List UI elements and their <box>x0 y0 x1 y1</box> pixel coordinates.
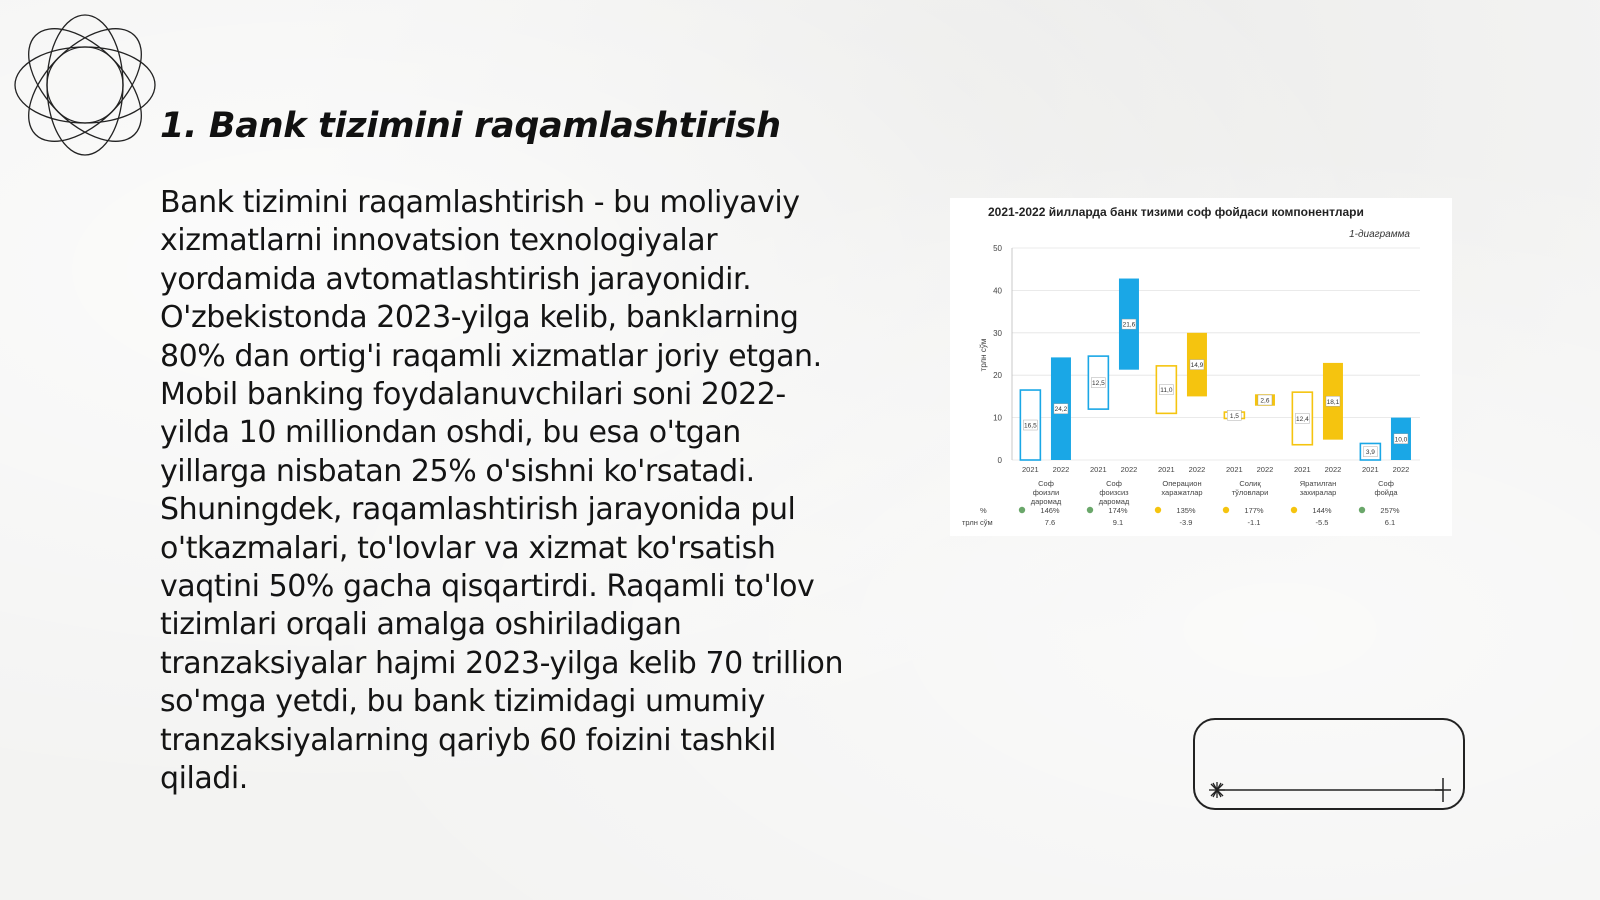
data-label: 24,2 <box>1054 406 1068 414</box>
y-tick-label: 30 <box>993 328 1002 338</box>
x-category-label: Соф <box>1378 479 1394 488</box>
data-label: 16,5 <box>1024 422 1037 430</box>
indicator-dot <box>1019 507 1025 513</box>
y-tick-label: 10 <box>993 413 1002 423</box>
x-category-label: тўловлари <box>1231 488 1269 497</box>
x-category-label: Соф <box>1106 479 1122 488</box>
row-label-percent: % <box>980 506 987 515</box>
data-label: 11,0 <box>1160 387 1173 395</box>
row-label-trln: трлн сўм <box>962 518 993 527</box>
chart-image <box>950 198 1452 536</box>
chart-y-axis-label: трлн сўм <box>979 338 988 372</box>
x-year-label: 2022 <box>1188 465 1206 474</box>
x-year-label: 2022 <box>1392 465 1410 474</box>
x-year-label: 2021 <box>1022 465 1039 474</box>
x-year-label: 2021 <box>1294 465 1311 474</box>
trln-value: 9.1 <box>1112 518 1124 527</box>
data-label: 2,6 <box>1260 397 1270 405</box>
y-tick-label: 40 <box>993 286 1002 296</box>
x-category-label: харажатлар <box>1161 488 1203 497</box>
indicator-dot <box>1087 507 1093 513</box>
x-category-label: Солиқ <box>1239 479 1261 488</box>
x-category-label: фоизли <box>1032 488 1060 497</box>
trln-value: 6.1 <box>1384 518 1396 527</box>
cross-marker-icon <box>1435 778 1451 802</box>
percent-value: 146% <box>1040 506 1060 515</box>
trln-value: -1.1 <box>1247 518 1261 527</box>
y-tick-label: 0 <box>997 456 1002 465</box>
x-category-label: даромад <box>1030 497 1062 506</box>
x-year-label: 2021 <box>1158 465 1175 474</box>
trln-value: -5.5 <box>1315 518 1329 527</box>
x-year-label: 2021 <box>1090 465 1107 474</box>
slide-body-text: Bank tizimini raqamlashtirish - bu moliyaviy xizmatlarni innovatsion texnologiyalar yordamida avtomatlashtirish jarayonidir. O'zbekistonda 2023-yilga kelib, banklarning 80% dan ortig'i raqamli xizmatlar joriy etgan. Mobil banking foydalanuvchilari soni 2022-yilda 10 milliondan oshdi, bu esa o'tgan yillarga nisbatan 25% o'sishni ko'rsatadi. Shuningdek, raqamlashtirish jarayonida pul o'tkazmalari, to'lovlar va xizmat ko'rsatish vaqtini 50% gacha qisqartirdi. Raqamli to'lov tizimlari orqali amalga oshiriladigan tranzaksiyalar hajmi 2023-yilga kelib 70 trillion so'mga yetdi, bu bank tizimidagi umumiy tranzaksiyalarning qariyb 60 foizini tashkil qiladi. <box>160 185 844 797</box>
x-year-label: 2021 <box>1362 465 1379 474</box>
x-year-label: 2022 <box>1120 465 1138 474</box>
chart-title: 2021-2022 йилларда банк тизими соф фойдаси компонентлари <box>988 205 1364 219</box>
x-year-label: 2021 <box>1226 465 1243 474</box>
indicator-dot <box>1223 507 1229 513</box>
y-tick-label: 20 <box>993 371 1002 381</box>
bar-chart <box>950 198 1452 536</box>
x-category-label: фоизсиз <box>1099 488 1129 497</box>
x-year-label: 2022 <box>1324 465 1342 474</box>
data-label: 12,5 <box>1092 380 1105 388</box>
y-tick-label: 50 <box>993 244 1002 253</box>
percent-value: 135% <box>1176 506 1196 515</box>
indicator-dot <box>1155 507 1161 513</box>
x-category-label: Операцион <box>1162 479 1202 488</box>
indicator-dot <box>1359 507 1365 513</box>
x-year-label: 2022 <box>1256 465 1274 474</box>
trln-value: 7.6 <box>1044 518 1056 527</box>
trln-value: -3.9 <box>1179 518 1193 527</box>
x-category-label: даромад <box>1098 497 1130 506</box>
data-label: 10,0 <box>1394 436 1408 444</box>
data-label: 12,4 <box>1296 415 1309 423</box>
x-category-label: захиралар <box>1299 488 1337 497</box>
x-category-label: фойда <box>1374 488 1398 497</box>
circle-knot-ornament-icon <box>10 10 160 160</box>
data-label: 14,9 <box>1190 362 1204 370</box>
data-label: 3,9 <box>1365 449 1375 457</box>
x-year-label: 2022 <box>1052 465 1070 474</box>
slide-title: 1. Bank tizimini raqamlashtirish <box>160 106 781 146</box>
data-label: 1,5 <box>1229 412 1239 420</box>
percent-value: 144% <box>1312 506 1332 515</box>
percent-value: 257% <box>1380 506 1400 515</box>
data-label: 18,1 <box>1326 398 1340 406</box>
x-category-label: Соф <box>1038 479 1054 488</box>
percent-value: 177% <box>1244 506 1264 515</box>
data-label: 21,6 <box>1122 321 1136 329</box>
x-category-label: Яратилган <box>1299 479 1337 488</box>
percent-value: 174% <box>1108 506 1128 515</box>
decorative-line <box>1195 720 1467 812</box>
chart-subtitle: 1-диаграмма <box>1349 229 1410 240</box>
indicator-dot <box>1291 507 1297 513</box>
decorative-frame <box>1193 718 1465 810</box>
star-burst-icon <box>1209 782 1225 798</box>
